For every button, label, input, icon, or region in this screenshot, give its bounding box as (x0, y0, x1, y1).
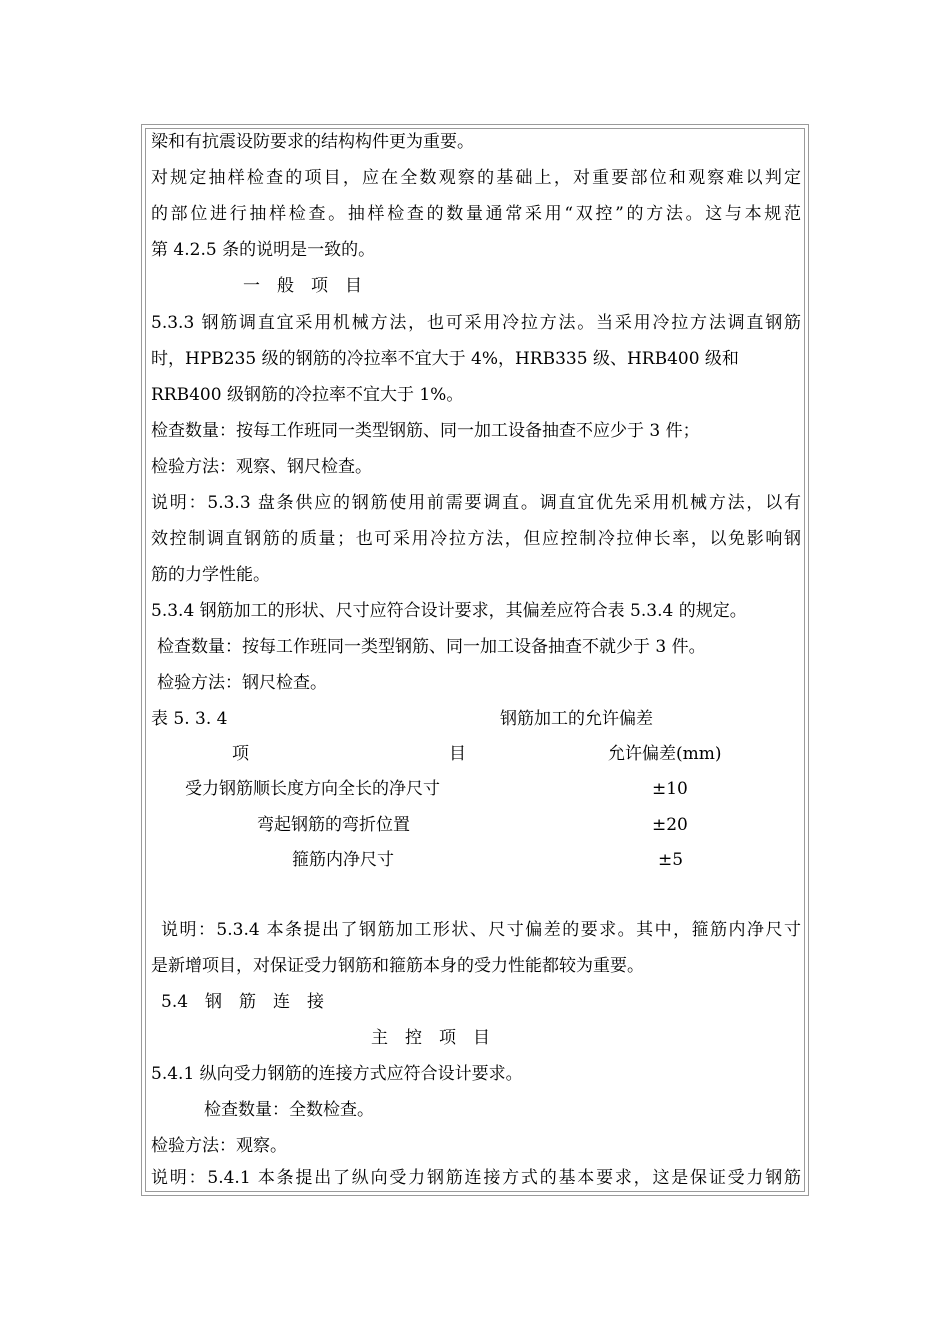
table-row-tolerance: ±10 (652, 779, 688, 799)
text-line: 说明：5.3.3 盘条供应的钢筋使用前需要调直。调直宜优先采用机械方法，以有 (151, 493, 801, 513)
section-heading: 5.4 钢 筋 连 接 (161, 992, 325, 1012)
table-title: 钢筋加工的允许偏差 (500, 709, 653, 729)
table-number: 表 5. 3. 4 (151, 709, 228, 729)
text-line: 对规定抽样检查的项目，应在全数观察的基础上，对重要部位和观察难以判定 (151, 168, 801, 188)
text-line: 的部位进行抽样检查。抽样检查的数量通常采用“双控”的方法。这与本规范 (151, 204, 801, 224)
table-row-item: 受力钢筋顺长度方向全长的净尺寸 (185, 779, 440, 799)
text-line: 效控制调直钢筋的质量；也可采用冷拉方法，但应控制冷拉伸长率，以免影响钢 (151, 529, 801, 549)
text-line: 5.4.1 纵向受力钢筋的连接方式应符合设计要求。 (151, 1064, 523, 1084)
text-line: 第 4.2.5 条的说明是一致的。 (151, 240, 376, 260)
text-line: 时，HPB235 级的钢筋的冷拉率不宜大于 4%，HRB335 级、HRB400 级和 (151, 349, 739, 369)
table-header-tolerance: 允许偏差(mm) (608, 744, 722, 764)
text-line: 筋的力学性能。 (151, 565, 270, 585)
table-row-item: 箍筋内净尺寸 (292, 850, 394, 870)
text-line: RRB400 级钢筋的冷拉率不宜大于 1%。 (151, 385, 464, 405)
text-line: 检查数量：按每工作班同一类型钢筋、同一加工设备抽查不就少于 3 件。 (157, 637, 706, 657)
text-line: 检验方法：观察、钢尺检查。 (151, 457, 372, 477)
section-heading: 一 般 项 目 (243, 276, 362, 296)
table-row-tolerance: ±5 (658, 850, 684, 870)
table-row-item: 弯起钢筋的弯折位置 (257, 815, 410, 835)
text-line: 5.3.3 钢筋调直宜采用机械方法，也可采用冷拉方法。当采用冷拉方法调直钢筋 (151, 313, 801, 333)
text-line: 说明：5.4.1 本条提出了纵向受力钢筋连接方式的基本要求，这是保证受力钢筋 (151, 1168, 801, 1188)
table-row-tolerance: ±20 (652, 815, 688, 835)
text-line: 检验方法：观察。 (151, 1136, 287, 1156)
text-line: 说明：5.3.4 本条提出了钢筋加工形状、尺寸偏差的要求。其中，箍筋内净尺寸 (161, 920, 801, 940)
text-line: 检查数量：全数检查。 (204, 1100, 374, 1120)
text-line: 5.3.4 钢筋加工的形状、尺寸应符合设计要求，其偏差应符合表 5.3.4 的规定。 (151, 601, 747, 621)
text-line: 检验方法：钢尺检查。 (157, 673, 327, 693)
section-heading: 主 控 项 目 (371, 1028, 490, 1048)
text-line: 检查数量：按每工作班同一类型钢筋、同一加工设备抽查不应少于 3 件； (151, 421, 700, 441)
table-header-item-right: 目 (449, 744, 466, 764)
table-header-item-left: 项 (232, 744, 249, 764)
text-line: 梁和有抗震设防要求的结构构件更为重要。 (151, 132, 474, 152)
text-line: 是新增项目，对保证受力钢筋和箍筋本身的受力性能都较为重要。 (151, 956, 644, 976)
